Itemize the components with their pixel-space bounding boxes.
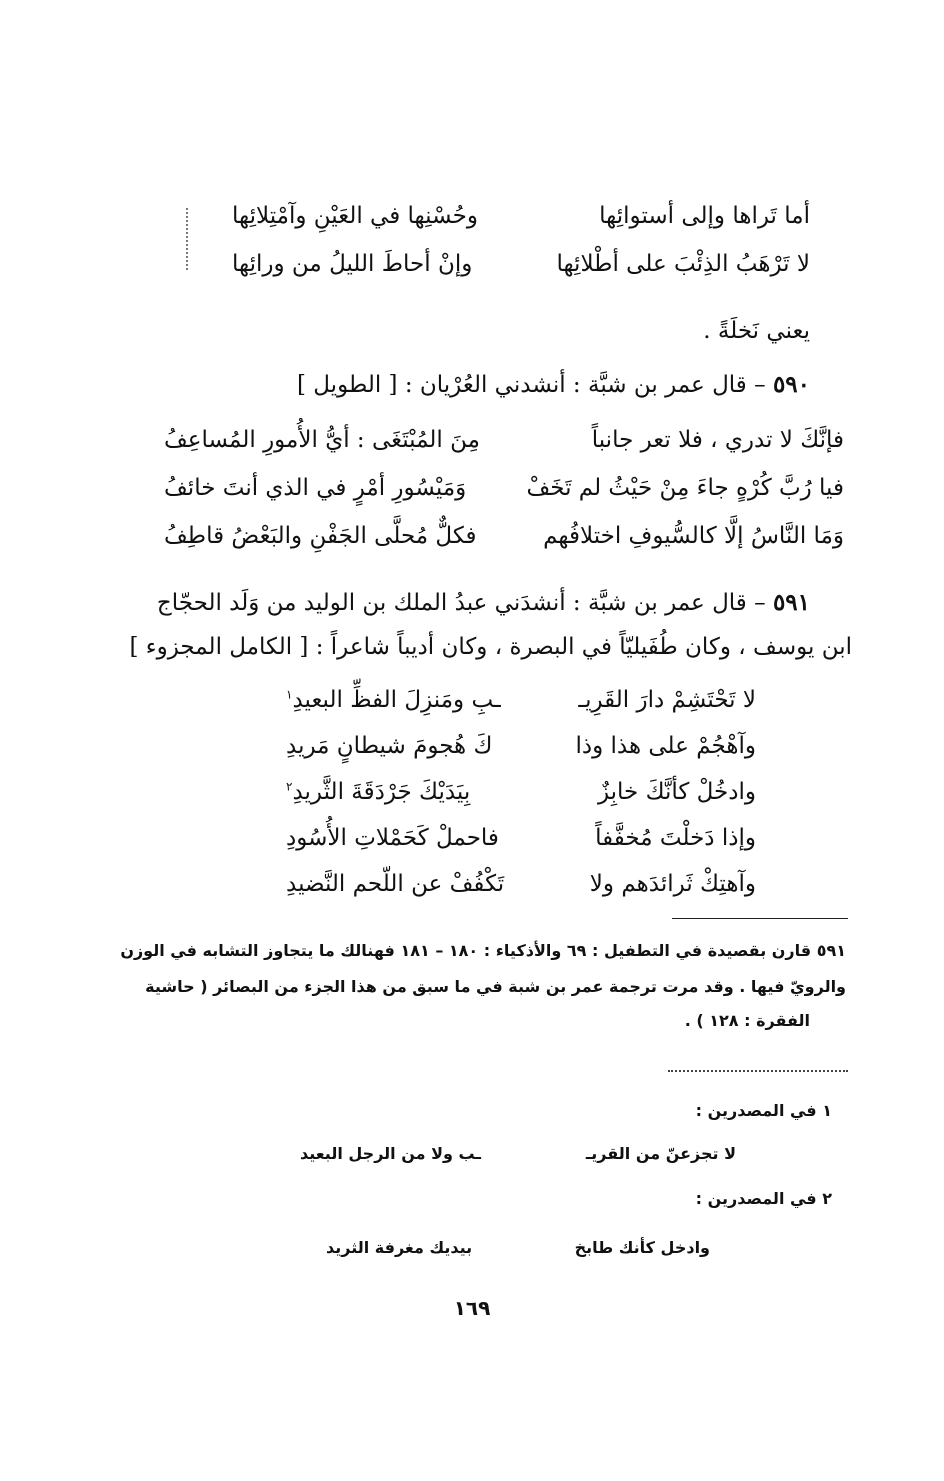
- paragraph-line: ابن يوسف ، وكان طُفَيليّاً في البصرة ، وكان أديباً شاعراً : [ الكامل المجزوء ]: [129, 634, 852, 660]
- paragraph-number: ٥٩١: [772, 589, 810, 616]
- verse-hemistich-first: لا تَرْهَبُ الذِئْبَ على أطْلائِها: [556, 251, 810, 277]
- verse-hemistich-text: ـبِ ومَنزِلَ الفظِّ البعيدِ: [292, 687, 501, 713]
- apparatus-separator: [668, 1070, 848, 1072]
- commentary-line: والرويّ فيها . وقد مرت ترجمة عمر بن شبة في ما سبق من هذا الجزء من البصائر ( حاشية: [145, 977, 846, 996]
- verse-hemistich-second: فكلٌّ مُحلَّى الجَفْنِ والبَعْضُ قاطِفُ: [164, 523, 477, 549]
- variant-label: ١ في المصدرين :: [695, 1101, 832, 1120]
- verse-line: [286, 818, 756, 858]
- section-591-heading: [157, 584, 810, 622]
- page-number: ١٦٩: [453, 1296, 491, 1320]
- verse-hemistich-first: أما تَراها وإلى أستوائِها: [599, 203, 810, 229]
- verse-hemistich-first: فإنَّكَ لا تدري ، فلا تعر جانباً: [591, 427, 844, 453]
- margin-marker: [186, 208, 188, 270]
- verse-hemistich-second: وإنْ أحاطَ الليلُ من ورائِها: [232, 251, 473, 277]
- verse-line: [232, 244, 810, 284]
- verse-line: [286, 864, 756, 904]
- verse-hemistich-second: مِنَ المُبْتَغَى : أيُّ الأُمورِ المُساعِفُ: [164, 427, 480, 453]
- verse-hemistich-second: ـب ولا من الرجل البعيد: [300, 1143, 481, 1163]
- verse-hemistich-first: لا تجزعنّ من القريـ: [585, 1143, 736, 1163]
- verse-hemistich-second: كَ هُجومَ شيطانٍ مَريدِ: [286, 733, 493, 759]
- verse-hemistich-first: وادخل كأنك طابخ: [574, 1237, 710, 1257]
- verse-hemistich-second: فاحملْ كَحَمْلاتِ الأُسُودِ: [286, 825, 499, 851]
- verse-hemistich-first: وآهْجُمْ على هذا وذا: [575, 733, 756, 759]
- verse-line: [164, 420, 844, 460]
- paragraph-text: – قال عمر بن شبَّة : أنشدني العُرْيان : [ الطويل ]: [296, 372, 766, 398]
- verse-hemistich-first: وآهتِكْ ثَرائدَهم ولا: [589, 871, 756, 897]
- commentary-line: [120, 934, 846, 968]
- explanatory-note: يعني نَخلَةً .: [703, 318, 810, 344]
- verse-hemistich-first: وَمَا النَّاسُ إلَّا كالسُّيوفِ اختلافُهم: [543, 523, 844, 549]
- verse-hemistich-first: فيا رُبَّ كُرْهٍ جاءَ مِنْ حَيْثُ لم تَخَفْ: [526, 475, 844, 501]
- verse-hemistich-first: وادخُلْ كأنَّكَ خابِزٌ: [597, 779, 756, 805]
- verse-line: [232, 196, 810, 236]
- verse-hemistich-second: وحُسْنِها في العَيْنِ وآمْتِلائِها: [232, 203, 478, 229]
- paragraph-number: ٥٩٠: [772, 371, 810, 398]
- variant-label: ٢ في المصدرين :: [695, 1189, 832, 1208]
- verse-hemistich-first: لا تَحْتَشِمْ دارَ القَرِيـ: [578, 687, 756, 713]
- footnote-separator: [672, 918, 848, 919]
- variant-verse: [326, 1230, 710, 1264]
- verse-hemistich-second: [286, 779, 470, 805]
- verse-hemistich-second: [286, 687, 501, 713]
- verse-hemistich-second: وَمَيْسُورِ أمْرٍ في الذي أنتَ خائفُ: [164, 475, 467, 501]
- verse-hemistich-text: بِيَدَيْكَ جَرْدَقَةَ الثَّريدِ: [292, 779, 471, 805]
- verse-hemistich-second: تَكْفُفْ عن اللّحم النَّضيدِ: [286, 871, 505, 897]
- verse-line: [286, 772, 756, 812]
- variant-verse: [300, 1136, 736, 1170]
- footnote-marker: ١: [286, 687, 293, 702]
- commentary-text: قارن بقصيدة في التطفيل : ٦٩ والأذكياء : ١٨٠ – ١٨١ فهنالك ما يتجاوز التشابه في الوزن: [120, 941, 812, 960]
- verse-line: [286, 726, 756, 766]
- section-590-heading: [297, 366, 810, 404]
- paragraph-number: ٥٩١: [816, 941, 846, 960]
- verse-line: [286, 680, 756, 720]
- footnote-marker: ٢: [286, 779, 293, 794]
- verse-hemistich-first: وإذا دَخلْتَ مُخفَّفاً: [595, 825, 756, 851]
- commentary-line: الفقرة : ١٢٨ ) .: [684, 1011, 810, 1030]
- verse-hemistich-second: بيديك مغرفة الثريد: [326, 1237, 473, 1257]
- paragraph-text: – قال عمر بن شبَّة : أنشدَني عبدُ الملك بن الوليد من وَلَد الحجّاج: [156, 590, 766, 616]
- verse-line: [164, 468, 844, 508]
- verse-line: [164, 516, 844, 556]
